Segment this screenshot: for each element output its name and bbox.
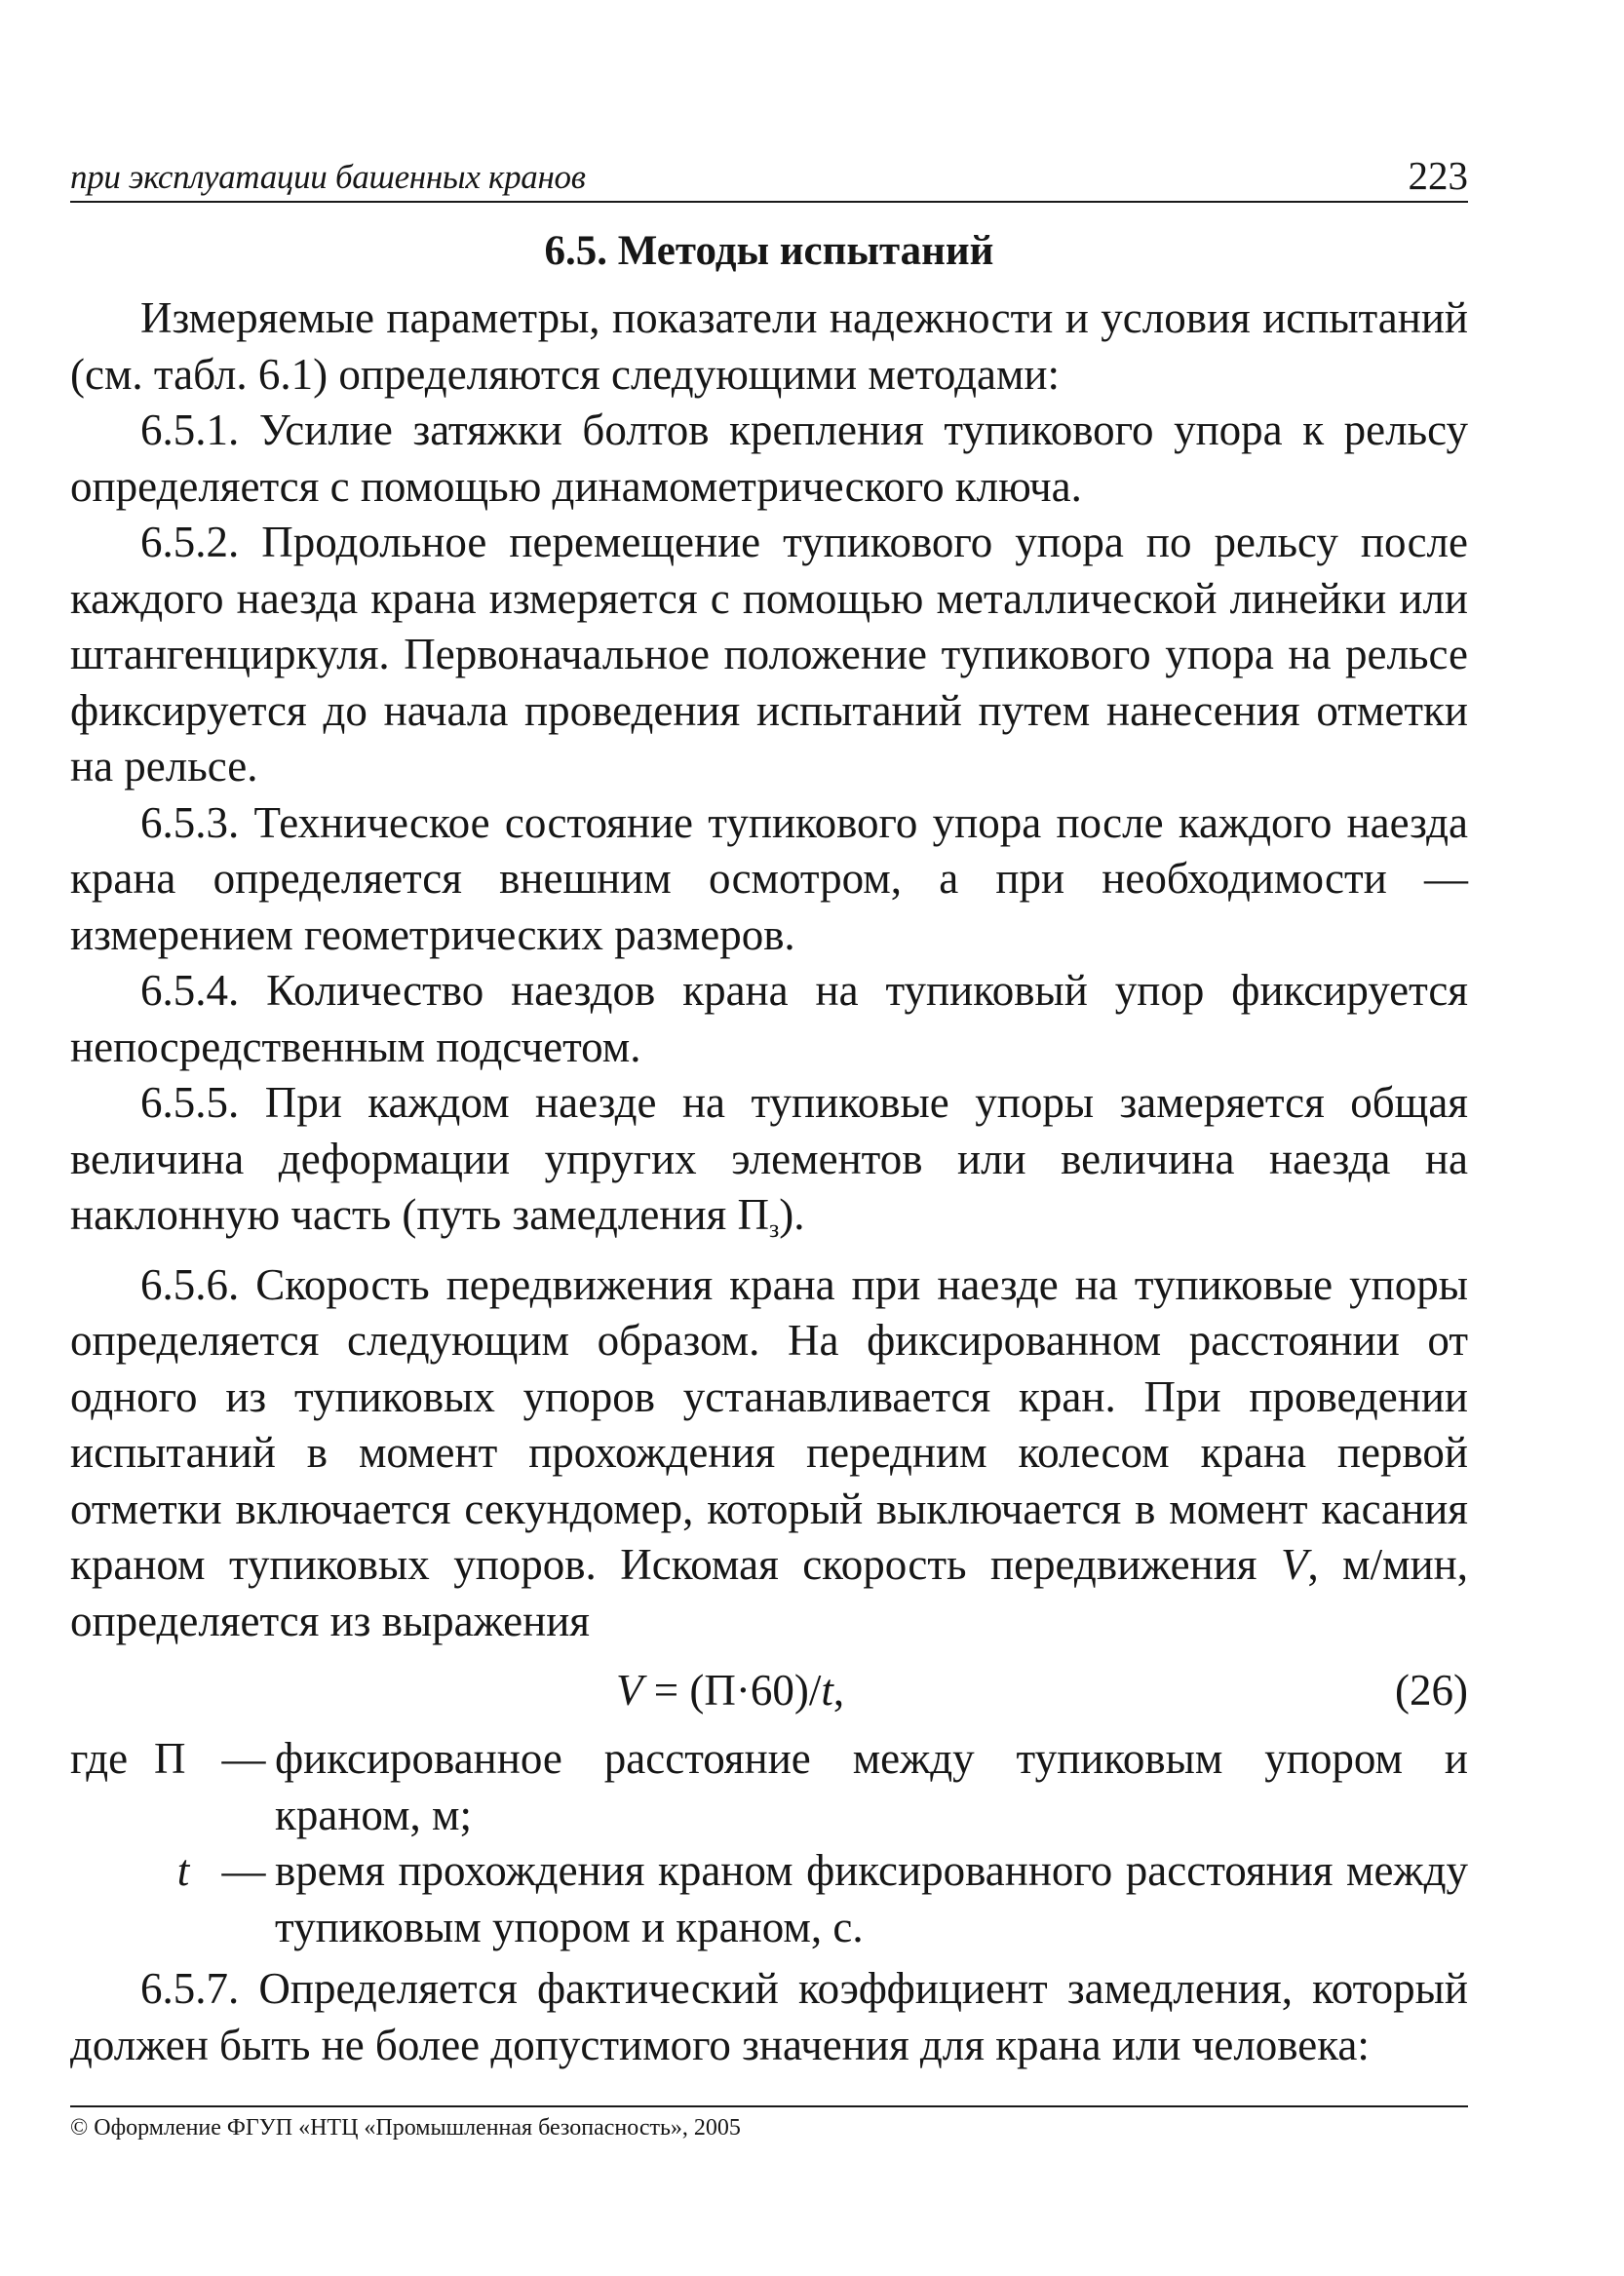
page-number: 223: [1408, 153, 1468, 198]
book-page: [70, 146, 1468, 2073]
body-text: [70, 290, 1468, 2073]
variable-v: V: [1280, 1540, 1308, 1589]
running-title: при эксплуатации башенных кранов: [70, 158, 586, 196]
paragraph-6-5-5: [70, 1075, 1468, 1257]
formula-line: [70, 1649, 1468, 1731]
formula-number: (26): [1395, 1666, 1468, 1715]
subscript-z: з: [768, 1215, 780, 1243]
paragraph-6-5-4: 6.5.4. Количество наездов крана на тупиковый упор фиксируется непосредственным подсчетом.: [70, 966, 1468, 1071]
where-description: время прохождения краном фиксированного расстояния между тупиковым упором и краном, с.: [275, 1846, 1468, 1951]
where-word: где: [70, 1734, 129, 1783]
where-dash: —: [221, 1846, 266, 1895]
paragraph-6-5-5-end: ).: [779, 1190, 805, 1239]
where-row: [70, 1731, 1468, 1843]
paragraph-6-5-6-end: , м/мин, определяется из выражения: [70, 1540, 1468, 1645]
paragraph-intro: Измеряемые параметры, показатели надежности и условия испытаний (см. табл. 6.1) определяются следующими методами:: [70, 293, 1468, 399]
paragraph-6-5-6: [70, 1257, 1468, 1650]
paragraph-6-5-5-text: 6.5.5. При каждом наезде на тупиковые упоры замеряется общая величина деформации упругих элементов или величина наезда на наклонную часть (путь замедления П: [70, 1078, 1468, 1239]
paragraph-6-5-1: 6.5.1. Усилие затяжки болтов крепления тупикового упора к рельсу определяется с помощью динамометрического ключа.: [70, 405, 1468, 511]
where-row: [70, 1843, 1468, 1955]
formula-body: = (П·60)/: [642, 1666, 822, 1715]
formula-tail: ,: [832, 1666, 845, 1715]
paragraph-6-5-2: 6.5.2. Продольное перемещение тупикового упора по рельсу после каждого наезда крана измеряется с помощью металлической линейки или штангенциркуля. Первоначальное положение тупикового упора на рельсе фиксируется до начала проведения испытаний путем нанесения отметки на рельсе.: [70, 518, 1468, 791]
running-header: [70, 146, 1468, 203]
where-block: [70, 1731, 1468, 1955]
section-title: 6.5. Методы испытаний: [544, 228, 994, 274]
where-dash: —: [221, 1734, 266, 1783]
paragraph-6-5-3: 6.5.3. Техническое состояние тупикового упора после каждого наезда крана определяется внешним осмотром, а при необходимости — измерением геометрических размеров.: [70, 797, 1468, 959]
footer-copyright: © Оформление ФГУП «НТЦ «Промышленная безопасность», 2005: [70, 2105, 1468, 2141]
paragraph-6-5-6-text: 6.5.6. Скорость передвижения крана при наезде на тупиковые упоры определяется следующим образом. На фиксированном расстоянии от одного из тупиковых упоров устанавливается кран. При проведении испытаний в момент прохождения передним колесом крана первой отметки включается секундомер, который выключается в момент касания краном тупиковых упоров. Искомая скорость передвижения: [70, 1259, 1468, 1589]
formula-lhs: V: [616, 1666, 643, 1715]
formula-26: [616, 1663, 844, 1719]
formula-t: t: [821, 1666, 833, 1715]
where-symbol: t: [176, 1846, 190, 1895]
paragraph-6-5-7: 6.5.7. Определяется фактический коэффициент замедления, который должен быть не более допустимого значения для крана или человека:: [70, 1964, 1468, 2069]
where-description: фиксированное расстояние между тупиковым упором и краном, м;: [275, 1734, 1468, 1839]
where-symbol: П: [154, 1734, 186, 1783]
